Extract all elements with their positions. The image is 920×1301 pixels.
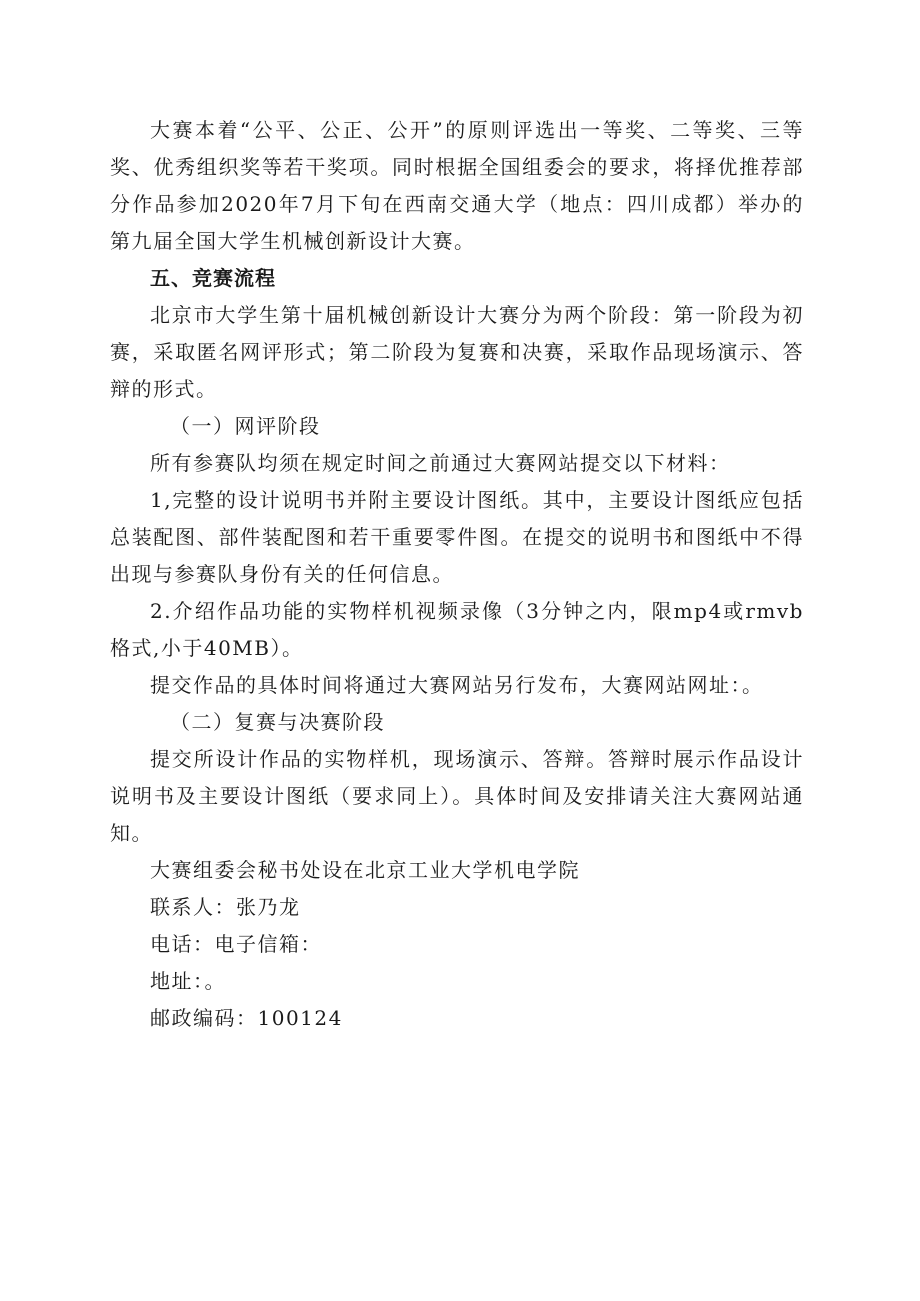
- requirement-item-1: 1,完整的设计说明书并附主要设计图纸。其中，主要设计图纸应包括总装配图、部件装配图和若干重要零件图。在提交的说明书和图纸中不得出现与参赛队身份有关的任何信息。: [110, 488, 804, 586]
- subheading-online-review: （一）网评阶段: [170, 414, 321, 438]
- secretariat-line: 大赛组委会秘书处设在北京工业大学机电学院: [150, 858, 580, 882]
- awards-paragraph: 大赛本着“公平、公正、公开”的原则评选出一等奖、二等奖、三等奖、优秀组织奖等若干奖项。同时根据全国组委会的要求，将择优推荐部分作品参加2020年7月下旬在西南交通大学（地点：四川成都）举办的第九届全国大学生机械创新设计大赛。: [110, 118, 804, 253]
- requirement-item-2: 2.介绍作品功能的实物样机视频录像（3分钟之内，限mp4或rmvb格式,小于40MB）。: [110, 599, 804, 660]
- address-line: 地址：。: [150, 969, 226, 993]
- phone-email-line: 电话：电子信箱：: [150, 932, 322, 956]
- section-heading-competition-process: 五、竞赛流程: [150, 266, 276, 290]
- final-stage-paragraph: 提交所设计作品的实物样机，现场演示、答辩。答辩时展示作品设计说明书及主要设计图纸（要求同上）。具体时间及安排请关注大赛网站通知。: [110, 747, 804, 845]
- document-body: [110, 112, 804, 1037]
- submission-intro-paragraph: 所有参赛队均须在规定时间之前通过大赛网站提交以下材料：: [150, 451, 731, 475]
- subheading-semifinal-final: （二）复赛与决赛阶段: [170, 710, 385, 734]
- postal-code-line: 邮政编码：100124: [150, 1006, 343, 1030]
- stages-paragraph: 北京市大学生第十届机械创新设计大赛分为两个阶段：第一阶段为初赛，采取匿名网评形式；第二阶段为复赛和决赛，采取作品现场演示、答辩的形式。: [110, 303, 804, 401]
- submission-time-paragraph: 提交作品的具体时间将通过大赛网站另行发布，大赛网站网址：。: [150, 673, 764, 697]
- contact-person-line: 联系人：张乃龙: [150, 895, 301, 919]
